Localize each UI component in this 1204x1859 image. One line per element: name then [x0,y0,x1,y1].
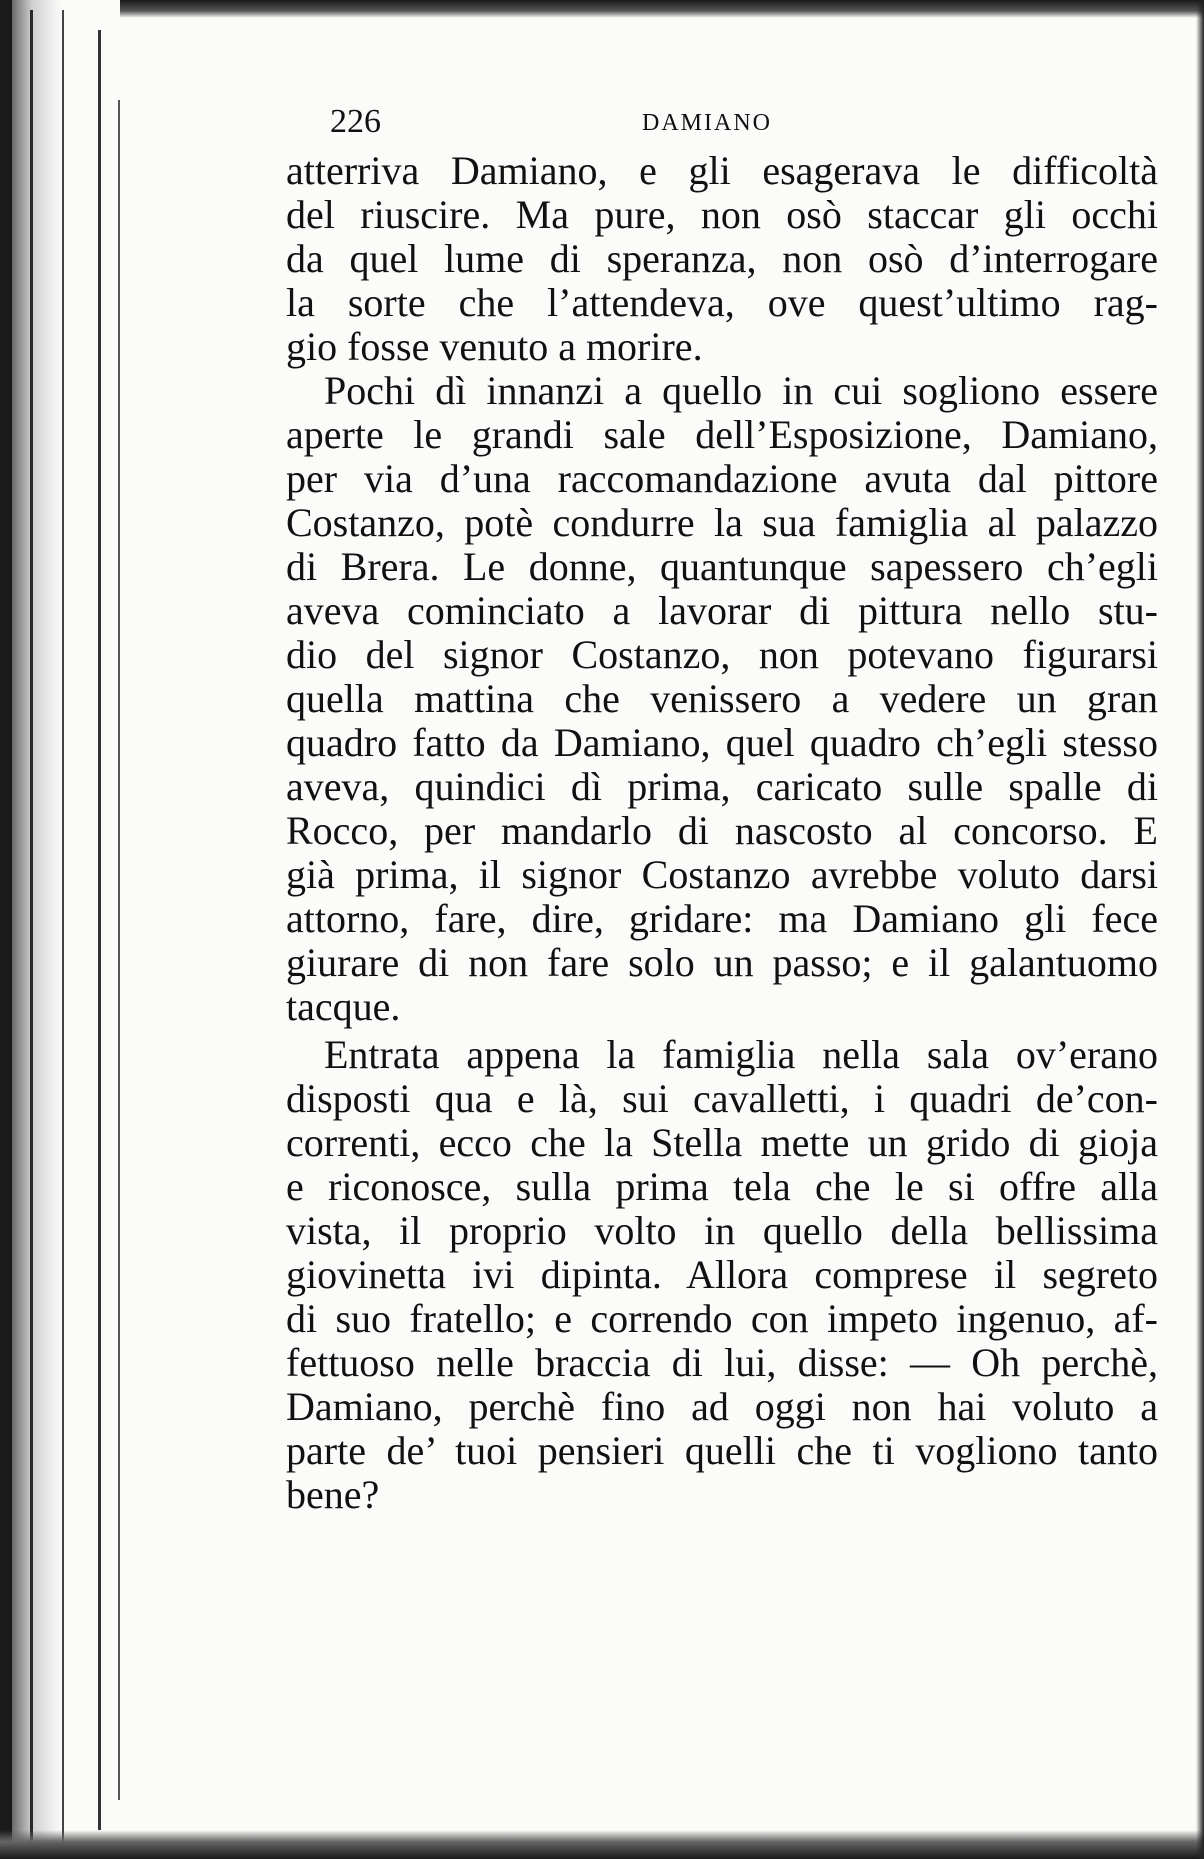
book-gutter-shading [12,0,62,1859]
body-text [286,146,1158,1826]
text-line: giurare di non fare solo un passo; e il galantuomo [286,940,1158,985]
text-line: Damiano, perchè fino ad oggi non hai voluto a [286,1384,1158,1429]
text-line: parte de’ tuoi pensieri quelli che ti vogliono tanto [286,1428,1158,1473]
scan-right-edge [1196,0,1204,1859]
text-line: attorno, fare, dire, gridare: ma Damiano gli fece [286,896,1158,941]
text-line: bene? [286,1472,380,1517]
text-line: tacque. [286,984,401,1029]
text-line: quella mattina che venissero a vedere un gran [286,676,1158,721]
text-line: e riconosce, sulla prima tela che le si offre alla [286,1164,1158,1209]
text-line: aveva, quindici dì prima, caricato sulle spalle di [286,764,1158,809]
scan-bottom-edge [0,1830,1204,1859]
text-line: per via d’una raccomandazione avuta dal pittore [286,456,1158,501]
text-line: quadro fatto da Damiano, quel quadro ch’egli stesso [286,720,1158,765]
paragraph-start-line: Entrata appena la famiglia nella sala ov’erano [324,1032,1158,1077]
running-head: DAMIANO [642,110,772,136]
text-line: da quel lume di speranza, non osò d’interrogare [286,236,1158,281]
text-line: di Brera. Le donne, quantunque sapessero ch’egli [286,544,1158,589]
binding-edge-line [30,10,33,1855]
scan-top-edge [120,0,1204,18]
binding-edge-line [98,30,101,1830]
text-line: di suo fratello; e correndo con impeto ingenuo, af- [286,1296,1158,1341]
text-line: disposti qua e là, sui cavalletti, i quadri de’con- [286,1076,1158,1121]
text-line: Rocco, per mandarlo di nascosto al concorso. E [286,808,1158,853]
book-spine-shadow [0,0,12,1859]
binding-edge-line [62,10,64,1855]
text-line: aperte le grandi sale dell’Esposizione, Damiano, [286,412,1158,457]
text-line: fettuoso nelle braccia di lui, disse: — Oh perchè, [286,1340,1158,1385]
text-line: già prima, il signor Costanzo avrebbe voluto darsi [286,852,1158,897]
paragraph-start-line: Pochi dì innanzi a quello in cui sogliono essere [324,368,1158,413]
text-line: Costanzo, potè condurre la sua famiglia al palazzo [286,500,1158,545]
page-number: 226 [330,103,381,140]
text-line: gio fosse venuto a morire. [286,324,703,369]
binding-edge-line [118,100,120,1800]
text-line: dio del signor Costanzo, non potevano figurarsi [286,632,1158,677]
text-line: del riuscire. Ma pure, non osò staccar gli occhi [286,192,1158,237]
text-line: atterriva Damiano, e gli esagerava le difficoltà [286,148,1158,193]
text-line: aveva cominciato a lavorar di pittura nello stu- [286,588,1158,633]
text-line: vista, il proprio volto in quello della bellissima [286,1208,1158,1253]
text-line: correnti, ecco che la Stella mette un grido di gioja [286,1120,1158,1165]
text-line: la sorte che l’attendeva, ove quest’ultimo rag- [286,280,1158,325]
text-line: giovinetta ivi dipinta. Allora comprese il segreto [286,1252,1158,1297]
page-header [330,102,780,142]
